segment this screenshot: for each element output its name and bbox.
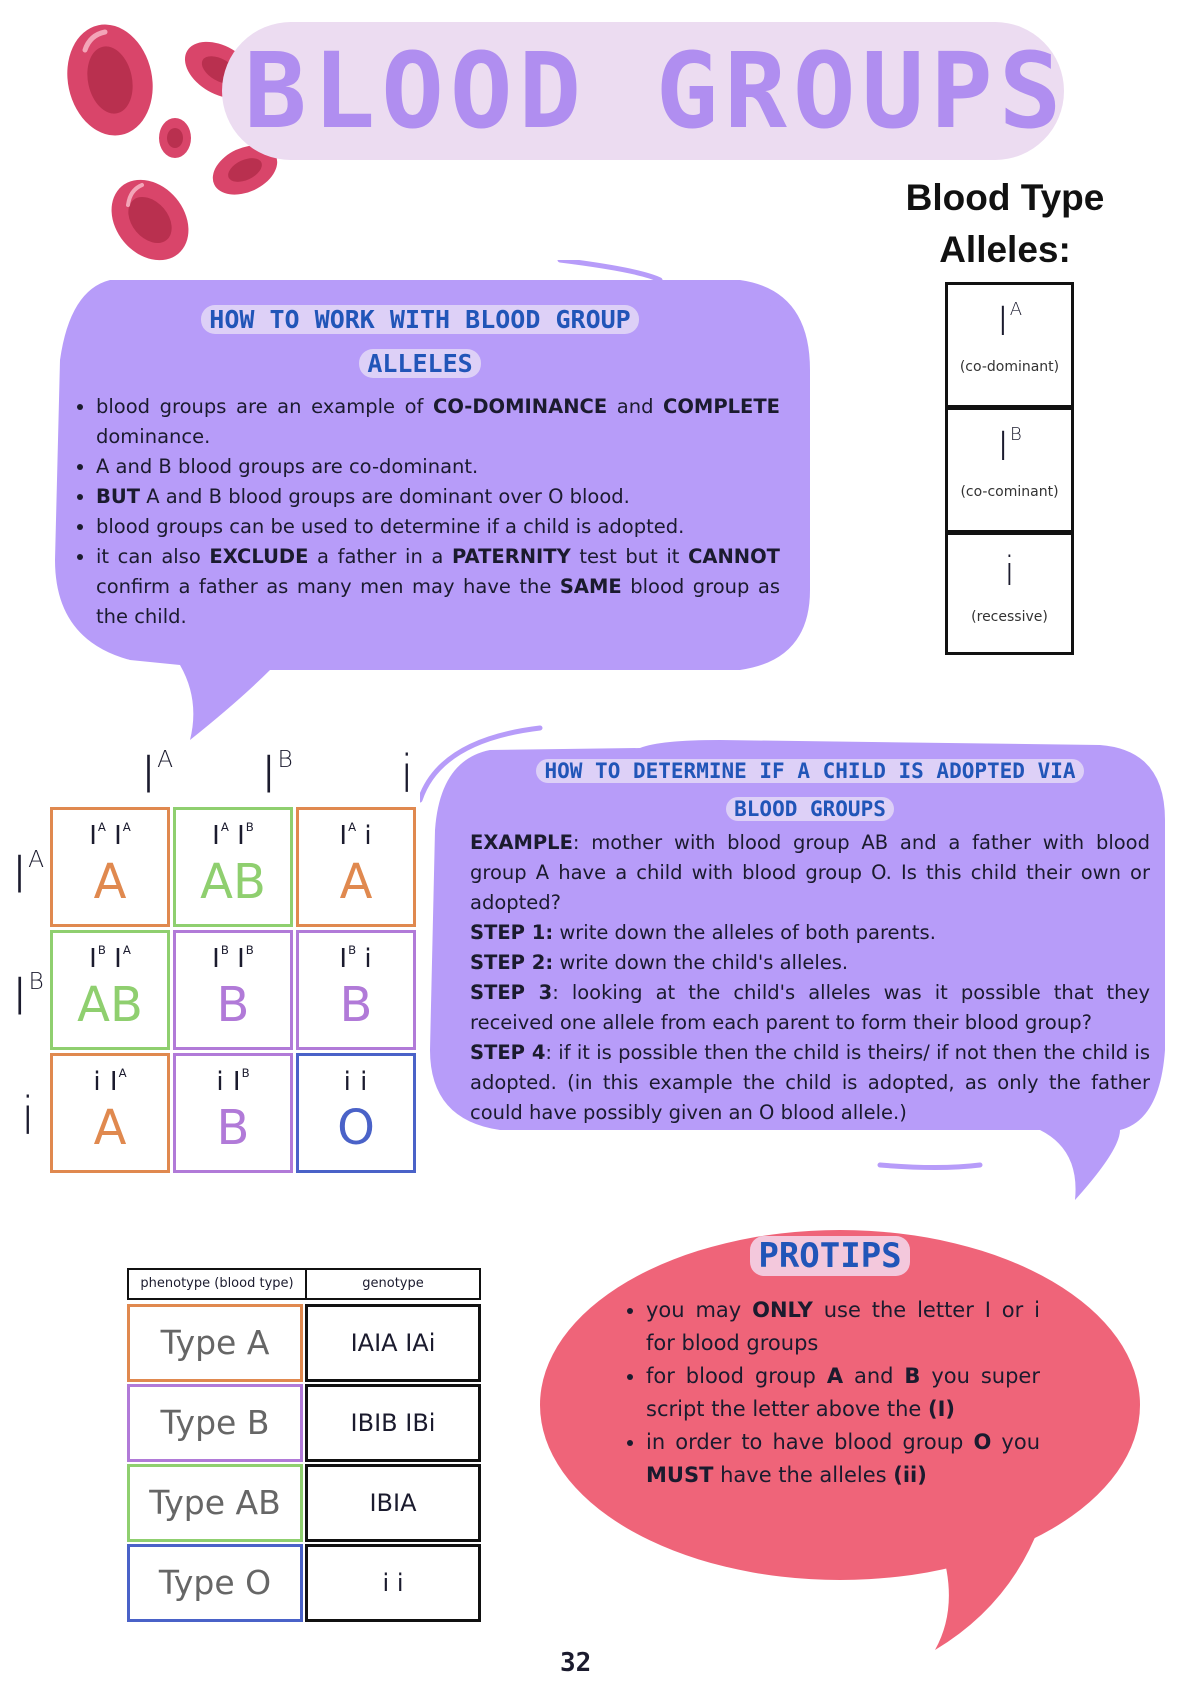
bullet-item: • A and B blood groups are co-dominant. (96, 452, 780, 482)
bullet-item: • blood groups can be used to determine if a child is adopted. (96, 512, 780, 542)
adopted-steps (470, 828, 1150, 1128)
adopted-bubble (470, 752, 1150, 1128)
alleles-heading-line2: Alleles: (939, 229, 1071, 270)
punnett-row-header: $I^B$ (12, 967, 44, 1028)
bullet-item: • blood groups are an example of CO-DOMINANCE and COMPLETE dominance. (96, 392, 780, 452)
alleles-heading (880, 172, 1130, 276)
work-bubble (60, 298, 780, 632)
bullet-item: • BUT A and B blood groups are dominant over O blood. (96, 482, 780, 512)
step-2: STEP 2: write down the child's alleles. (470, 951, 849, 974)
step-4: STEP 4: if it is possible then the child is theirs/ if not then the child is adopted. (in this example the child is adopted, as only the father could have possibly given an O blood allele.) (470, 1041, 1150, 1124)
adopted-heading-line2: BLOOD GROUPS (726, 797, 894, 821)
table-genotype-cell: IBIB IBi (305, 1384, 481, 1462)
punnett-row-header: i (20, 1087, 36, 1147)
punnett-phenotype: AB (200, 854, 266, 910)
punnett-genotype: i $I^B$ (216, 1066, 250, 1097)
page-title: BLOOD GROUPS (244, 30, 1068, 152)
punnett-cell (296, 1053, 416, 1173)
punnett-cell (296, 930, 416, 1050)
punnett-genotype: $I^A$ $I^B$ (212, 820, 254, 851)
punnett-genotype: $I^A$ i (339, 820, 372, 851)
blood-cell-icon (96, 164, 205, 270)
allele-note: (co-cominant) (960, 484, 1059, 500)
punnett-cell (50, 1053, 170, 1173)
punnett-phenotype: B (216, 1100, 250, 1156)
punnett-genotype: i i (343, 1066, 368, 1097)
table-header-phenotype: phenotype (blood type) (127, 1268, 307, 1300)
page-number: 32 (560, 1648, 592, 1678)
punnett-cell (296, 807, 416, 927)
adopted-bubble-heading (470, 752, 1150, 828)
punnett-genotype: $I^B$ $I^B$ (212, 943, 254, 974)
punnett-cell (173, 930, 293, 1050)
step-3: STEP 3: looking at the child's alleles was it possible that they received one allele from each parent to form their blood group? (470, 981, 1150, 1034)
table-phenotype-cell: Type B (127, 1384, 303, 1462)
protip-item: • you may ONLY use the letter I or i for blood groups (646, 1294, 1040, 1360)
punnett-phenotype: O (337, 1100, 375, 1156)
punnett-cell (173, 807, 293, 927)
table-phenotype-cell: Type O (127, 1544, 303, 1622)
blood-cell-icon (159, 118, 191, 158)
punnett-cell (50, 930, 170, 1050)
punnett-phenotype: AB (77, 977, 143, 1033)
allele-symbol: I (997, 424, 1009, 470)
work-heading-line1: HOW TO WORK WITH BLOOD GROUP (201, 305, 638, 334)
step-1: STEP 1: write down the alleles of both parents. (470, 921, 936, 944)
allele-symbol: i (1003, 549, 1016, 595)
protips-bubble (620, 1230, 1040, 1492)
allele-note: (co-dominant) (959, 359, 1060, 375)
allele-superscript: A (1009, 299, 1023, 321)
table-genotype-cell: i i (305, 1544, 481, 1622)
protips-heading: PROTIPS (620, 1230, 1040, 1282)
punnett-col-header: i (399, 745, 415, 805)
punnett-phenotype: B (216, 977, 250, 1033)
protip-item: • for blood group A and B you super script the letter above the (I) (646, 1360, 1040, 1426)
punnett-genotype: i $I^A$ (93, 1066, 127, 1097)
table-header-genotype: genotype (305, 1268, 481, 1300)
punnett-phenotype: A (93, 854, 127, 910)
punnett-col-header: $I^B$ (261, 745, 293, 806)
protip-item: • in order to have blood group O you MUST have the alleles (ii) (646, 1426, 1040, 1492)
punnett-phenotype: B (339, 977, 373, 1033)
protips-list (620, 1294, 1040, 1492)
table-phenotype-cell: Type AB (127, 1464, 303, 1542)
allele-symbol: I (996, 299, 1009, 345)
work-heading-line2: ALLELES (359, 349, 480, 378)
allele-i (948, 535, 1071, 655)
punnett-cell (50, 807, 170, 927)
table-genotype-cell: IBIA (305, 1464, 481, 1542)
punnett-genotype: $I^A$ $I^A$ (89, 820, 131, 851)
alleles-heading-line1: Blood Type (905, 177, 1105, 218)
table-genotype-cell: IAIA IAi (305, 1304, 481, 1382)
alleles-legend-box (945, 282, 1074, 655)
bullet-item: • it can also EXCLUDE a father in a PATERNITY test but it CANNOT confirm a father as many men may have the SAME blood group as the child. (96, 542, 780, 632)
punnett-genotype: $I^B$ $I^A$ (89, 943, 131, 974)
punnett-col-header: $I^A$ (140, 745, 174, 806)
allele-ib (948, 410, 1071, 535)
punnett-phenotype: A (339, 854, 373, 910)
allele-note: (recessive) (971, 609, 1048, 625)
allele-superscript: B (1010, 424, 1022, 446)
work-bullet-list (60, 392, 780, 632)
punnett-phenotype: A (93, 1100, 127, 1156)
adopted-heading-line1: HOW TO DETERMINE IF A CHILD IS ADOPTED VIA (536, 759, 1083, 783)
punnett-row-header: $I^A$ (11, 845, 45, 906)
punnett-cell (173, 1053, 293, 1173)
table-phenotype-cell: Type A (127, 1304, 303, 1382)
punnett-genotype: $I^B$ i (339, 943, 372, 974)
example-text: EXAMPLE: mother with blood group AB and a father with blood group A have a child with blood group O. Is this child their own or adopted? (470, 831, 1150, 914)
work-bubble-heading (60, 298, 780, 386)
allele-ia (948, 285, 1071, 410)
blood-cell-icon (57, 16, 162, 143)
